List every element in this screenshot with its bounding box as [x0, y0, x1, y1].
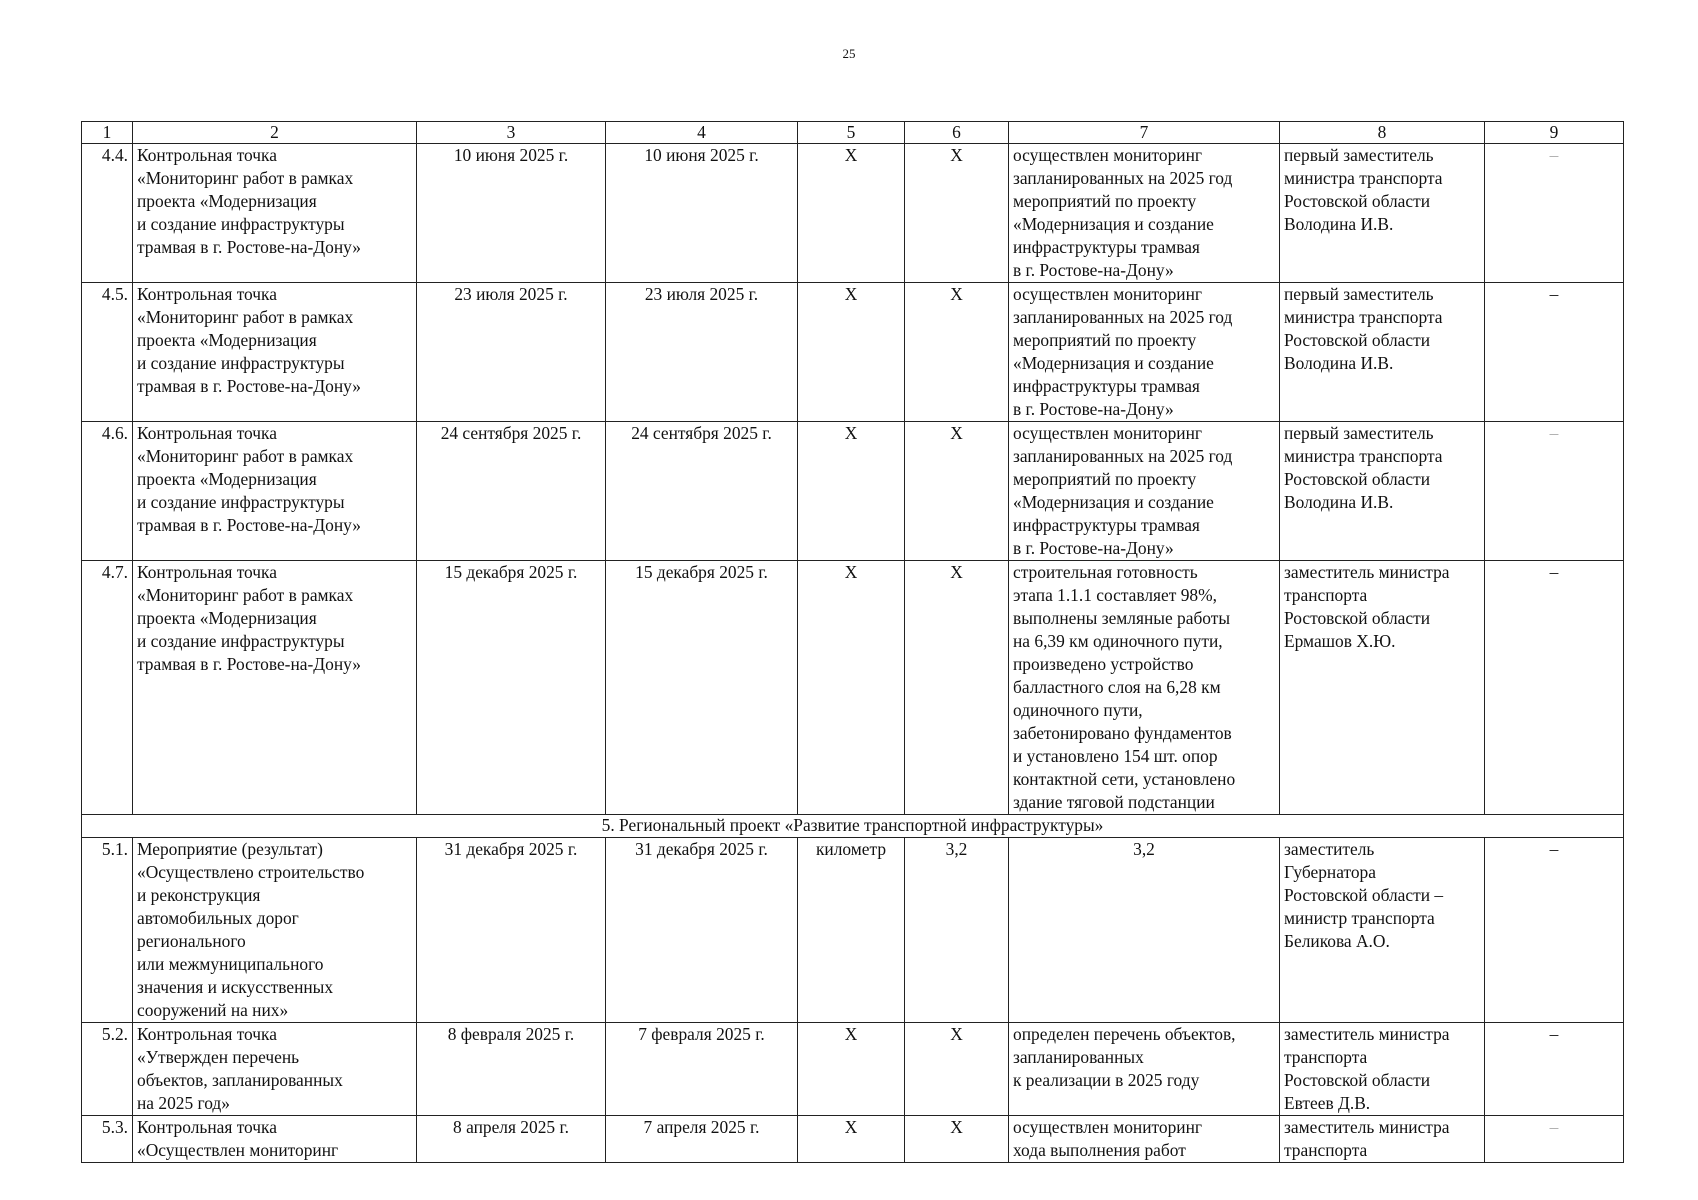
section-row	[82, 815, 1624, 838]
item-name: Контрольная точка «Утвержден перечень объектов, запланированных на 2025 год»	[133, 1023, 417, 1116]
column-header: 4	[606, 122, 798, 144]
plan-date: 31 декабря 2025 г.	[417, 838, 606, 1023]
item-name: Контрольная точка «Мониторинг работ в рамках проекта «Модернизация и создание инфраструктуры трамвая в г. Ростове-на-Дону»	[133, 283, 417, 422]
responsible-cell: заместитель Губернатора Ростовской области – министр транспорта Беликова А.О.	[1280, 838, 1485, 1023]
unit-cell: X	[798, 561, 905, 815]
responsible-cell: первый заместитель министра транспорта Ростовской области Володина И.В.	[1280, 422, 1485, 561]
page-number: 25	[842, 46, 856, 61]
unit-cell: X	[798, 422, 905, 561]
unit-cell: X	[798, 144, 905, 283]
value-cell: X	[905, 1023, 1009, 1116]
result-cell: осуществлен мониторинг запланированных на 2025 год мероприятий по проекту «Модернизация и создание инфраструктуры трамвая в г. Ростове-на-Дону»	[1009, 144, 1280, 283]
note-cell: –	[1485, 283, 1624, 422]
item-name: Контрольная точка «Мониторинг работ в рамках проекта «Модернизация и создание инфраструктуры трамвая в г. Ростове-на-Дону»	[133, 561, 417, 815]
responsible-cell: первый заместитель министра транспорта Ростовской области Володина И.В.	[1280, 144, 1485, 283]
column-header: 9	[1485, 122, 1624, 144]
value-cell: X	[905, 283, 1009, 422]
result-cell: 3,2	[1009, 838, 1280, 1023]
result-cell: осуществлен мониторинг хода выполнения работ	[1009, 1116, 1280, 1163]
responsible-cell: заместитель министра транспорта Ростовской области Ермашов Х.Ю.	[1280, 561, 1485, 815]
value-cell: X	[905, 1116, 1009, 1163]
fact-date: 24 сентября 2025 г.	[606, 422, 798, 561]
column-header: 1	[82, 122, 133, 144]
plan-date: 8 апреля 2025 г.	[417, 1116, 606, 1163]
value-cell: 3,2	[905, 838, 1009, 1023]
fact-date: 15 декабря 2025 г.	[606, 561, 798, 815]
item-name: Контрольная точка «Мониторинг работ в рамках проекта «Модернизация и создание инфраструктуры трамвая в г. Ростове-на-Дону»	[133, 422, 417, 561]
column-header: 5	[798, 122, 905, 144]
result-cell: строительная готовность этапа 1.1.1 составляет 98%, выполнены земляные работы на 6,39 км одиночного пути, произведено устройство балластного слоя на 6,28 км одиночного пути, забетонировано фундаментов и установлено 154 шт. опор контактной сети, установлено здание тяговой подстанции	[1009, 561, 1280, 815]
responsible-cell: заместитель министра транспорта Ростовской области Евтеев Д.В.	[1280, 1023, 1485, 1116]
value-cell: X	[905, 561, 1009, 815]
responsible-cell: заместитель министра транспорта	[1280, 1116, 1485, 1163]
row-number: 5.3.	[82, 1116, 133, 1163]
item-name: Контрольная точка «Мониторинг работ в рамках проекта «Модернизация и создание инфраструктуры трамвая в г. Ростове-на-Дону»	[133, 144, 417, 283]
row-number: 4.6.	[82, 422, 133, 561]
column-number-header	[82, 122, 1624, 144]
row-number: 4.7.	[82, 561, 133, 815]
column-header: 7	[1009, 122, 1280, 144]
item-name: Мероприятие (результат) «Осуществлено строительство и реконструкция автомобильных дорог регионального или межмуниципального значения и искусственных сооружений на них»	[133, 838, 417, 1023]
fact-date: 7 апреля 2025 г.	[606, 1116, 798, 1163]
table-row	[82, 838, 1624, 1023]
fact-date: 31 декабря 2025 г.	[606, 838, 798, 1023]
value-cell: X	[905, 422, 1009, 561]
result-cell: осуществлен мониторинг запланированных на 2025 год мероприятий по проекту «Модернизация и создание инфраструктуры трамвая в г. Ростове-на-Дону»	[1009, 283, 1280, 422]
column-header: 8	[1280, 122, 1485, 144]
row-number: 4.5.	[82, 283, 133, 422]
plan-date: 8 февраля 2025 г.	[417, 1023, 606, 1116]
table-row	[82, 144, 1624, 283]
note-cell: –	[1485, 838, 1624, 1023]
unit-cell: X	[798, 1116, 905, 1163]
control-points-table	[81, 121, 1624, 1163]
row-number: 5.2.	[82, 1023, 133, 1116]
table-row	[82, 1023, 1624, 1116]
table-row	[82, 283, 1624, 422]
row-number: 5.1.	[82, 838, 133, 1023]
fact-date: 23 июля 2025 г.	[606, 283, 798, 422]
result-cell: определен перечень объектов, запланированных к реализации в 2025 году	[1009, 1023, 1280, 1116]
note-cell: –	[1485, 422, 1624, 561]
row-number: 4.4.	[82, 144, 133, 283]
plan-date: 23 июля 2025 г.	[417, 283, 606, 422]
unit-cell: километр	[798, 838, 905, 1023]
table-row	[82, 561, 1624, 815]
plan-date: 24 сентября 2025 г.	[417, 422, 606, 561]
responsible-cell: первый заместитель министра транспорта Ростовской области Володина И.В.	[1280, 283, 1485, 422]
result-cell: осуществлен мониторинг запланированных на 2025 год мероприятий по проекту «Модернизация и создание инфраструктуры трамвая в г. Ростове-на-Дону»	[1009, 422, 1280, 561]
unit-cell: X	[798, 1023, 905, 1116]
fact-date: 10 июня 2025 г.	[606, 144, 798, 283]
plan-date: 15 декабря 2025 г.	[417, 561, 606, 815]
note-cell: –	[1485, 561, 1624, 815]
table-row	[82, 422, 1624, 561]
column-header: 2	[133, 122, 417, 144]
plan-date: 10 июня 2025 г.	[417, 144, 606, 283]
unit-cell: X	[798, 283, 905, 422]
note-cell: –	[1485, 1023, 1624, 1116]
column-header: 3	[417, 122, 606, 144]
column-header: 6	[905, 122, 1009, 144]
note-cell: –	[1485, 1116, 1624, 1163]
note-cell: –	[1485, 144, 1624, 283]
section-title: 5. Региональный проект «Развитие транспортной инфраструктуры»	[82, 815, 1624, 838]
item-name: Контрольная точка «Осуществлен мониторинг	[133, 1116, 417, 1163]
fact-date: 7 февраля 2025 г.	[606, 1023, 798, 1116]
table-row	[82, 1116, 1624, 1163]
value-cell: X	[905, 144, 1009, 283]
